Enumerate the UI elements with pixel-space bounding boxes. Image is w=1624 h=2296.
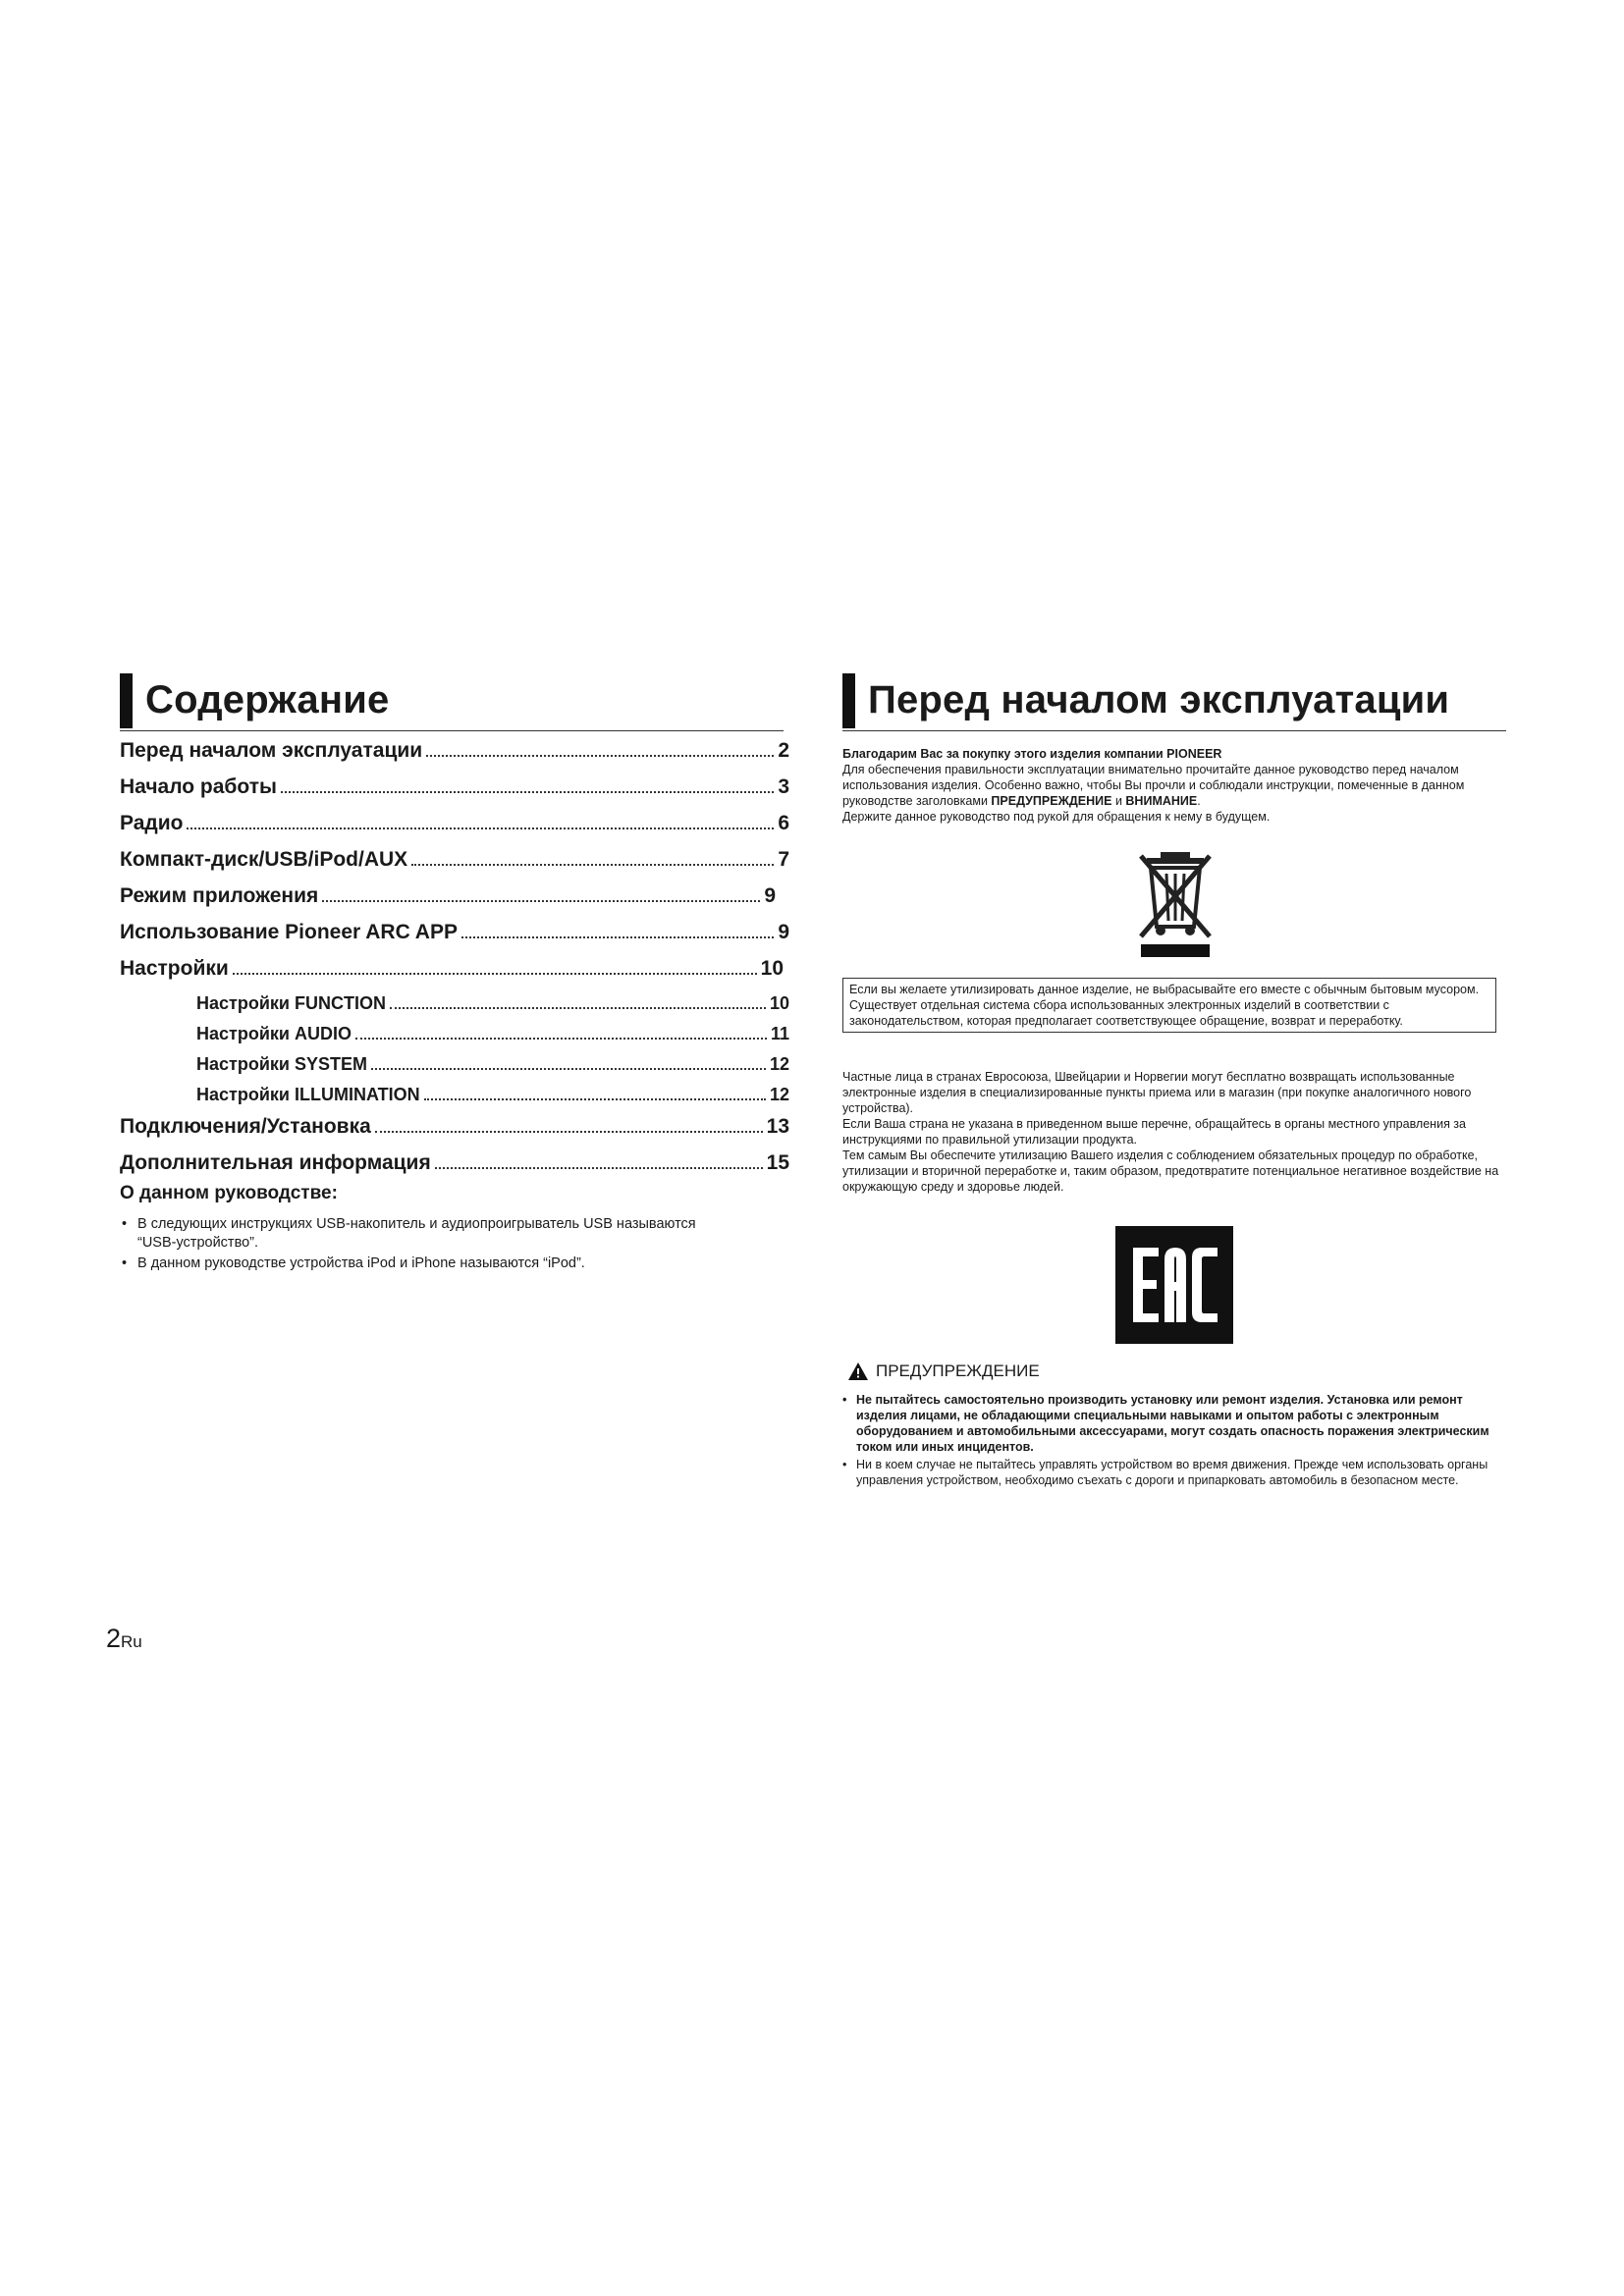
warning-triangle-icon	[848, 1362, 868, 1380]
about-manual-list	[120, 1215, 729, 1275]
intro-paragraph: Для обеспечения правильности эксплуатации внимательно прочитайте данное руководство перед началом использования изделия. Особенно важно, чтобы Вы прочли и соблюдали инструкции, помеченные в данном руководстве заголовками ПРЕДУПРЕЖДЕНИЕ и ВНИМАНИЕ.	[842, 763, 1465, 808]
paragraph: Если Ваша страна не указана в приведенном выше перечне, обращайтесь в органы местного управления за инструкциями по правильной утилизации продукта.	[842, 1117, 1466, 1147]
paragraph: Частные лица в странах Евросоюза, Швейцарии и Норвегии могут бесплатно возвращать использованные электронные изделия в специализированные пункты приема или в магазин (при покупке аналогичного нового устройства).	[842, 1070, 1472, 1115]
contents-heading	[120, 673, 784, 731]
contents-title: Содержание	[145, 678, 390, 721]
warning-title: ПРЕДУПРЕЖДЕНИЕ	[876, 1362, 1040, 1380]
toc-subentry[interactable]: Настройки SYSTEM 12	[196, 1054, 789, 1074]
heading-bar	[842, 673, 855, 728]
paragraph: Тем самым Вы обеспечите утилизацию Вашего изделия с соблюдением обязательных процедур по обработке, утилизации и вторичной переработке и, таким образом, предотвратите потенциальное негативное воздействие на окружающую среду и здоровье людей.	[842, 1148, 1499, 1194]
toc-entry[interactable]: Радио 6	[120, 812, 789, 834]
warning-heading	[848, 1362, 1040, 1381]
toc-entry[interactable]: Настройки 10	[120, 957, 784, 980]
before-use-title: Перед началом эксплуатации	[868, 678, 1450, 721]
intro-keep: Держите данное руководство под рукой для обращения к нему в будущем.	[842, 810, 1271, 824]
before-use-heading	[842, 673, 1506, 731]
warning-list	[842, 1392, 1510, 1490]
intro-text	[842, 746, 1510, 825]
crossed-bin-icon	[1137, 850, 1214, 958]
toc-subentry[interactable]: Настройки FUNCTION 10	[196, 993, 789, 1013]
list-item: • Ни в коем случае не пытайтесь управлять устройством во время движения. Прежде чем использовать органы управления устройством, необходимо съехать с дороги и припарковать автомобиль в безопасном месте.	[842, 1458, 1489, 1487]
toc-entry[interactable]: Дополнительная информация 15	[120, 1151, 789, 1174]
disposal-notice: Если вы желаете утилизировать данное изделие, не выбрасывайте его вместе с обычным бытовым мусором. Существует отдельная система сбора использованных электронных изделий в соответствии с законодательством, которая предполагает соответствующее обращение, возврат и переработку.	[842, 978, 1496, 1033]
table-of-contents	[120, 739, 789, 1188]
toc-entry[interactable]: Перед началом эксплуатации 2	[120, 739, 789, 762]
eac-mark-icon	[1115, 1226, 1233, 1344]
list-item: • В следующих инструкциях USB-накопитель и аудиопроигрыватель USB называются “USB-устройство”.	[122, 1216, 696, 1251]
toc-subentry[interactable]: Настройки AUDIO 11	[196, 1024, 789, 1043]
thanks-line: Благодарим Вас за покупку этого изделия компании PIONEER	[842, 747, 1222, 761]
toc-entry[interactable]: Начало работы 3	[120, 775, 789, 798]
toc-entry[interactable]: Подключения/Установка 13	[120, 1115, 789, 1138]
list-item: • В данном руководстве устройства iPod и iPhone называются “iPod”.	[122, 1255, 585, 1271]
heading-bar	[120, 673, 133, 728]
toc-subentry[interactable]: Настройки ILLUMINATION 12	[196, 1085, 789, 1104]
toc-entry[interactable]: Компакт-диск/USB/iPod/AUX 7	[120, 848, 789, 871]
disposal-details	[842, 1069, 1510, 1195]
toc-entry[interactable]: Использование Pioneer ARC APP 9	[120, 921, 789, 943]
list-item: • Не пытайтесь самостоятельно производить установку или ремонт изделия. Установка или ремонт изделия лицами, не обладающими специальными навыками и опытом работы с электронным оборудованием и автомобильными аксессуарами, могут создать опасность поражения электрическим током или иных инцидентов.	[842, 1393, 1489, 1454]
page-number: 2Ru	[106, 1624, 142, 1653]
about-manual-title: О данном руководстве:	[120, 1183, 338, 1203]
toc-entry[interactable]: Режим приложения 9	[120, 884, 776, 907]
